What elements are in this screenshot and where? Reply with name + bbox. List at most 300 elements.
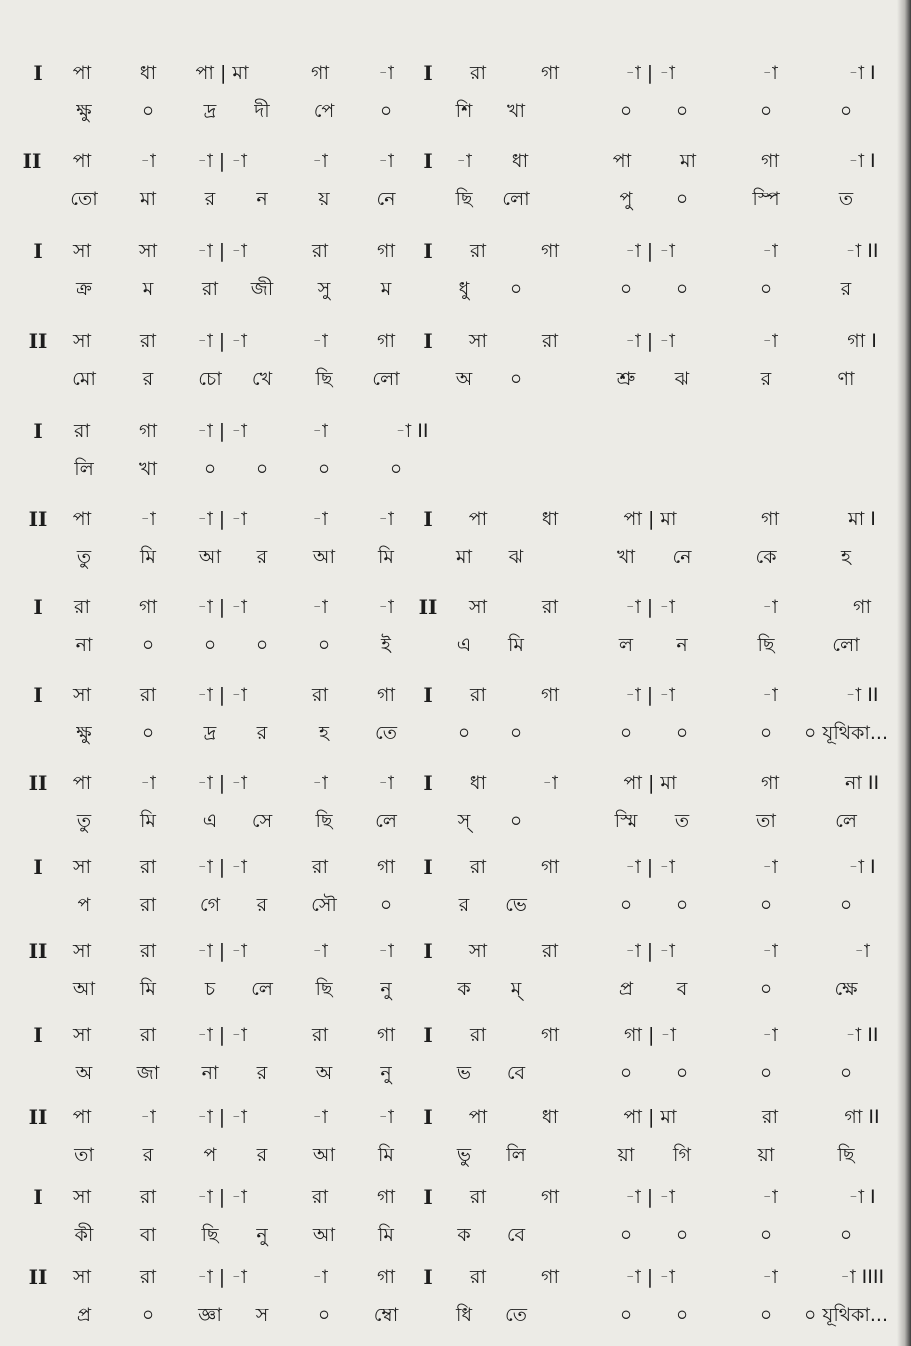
swara-note: -া | -া [197,508,247,530]
lyric-syllable: ল [618,634,634,656]
swara-note: -া II [845,240,879,262]
lyric-syllable: অ [75,1062,93,1084]
swara-note: সা [72,240,92,262]
lyric-syllable: মো [72,368,96,390]
lyric-syllable: ০ [839,1062,853,1084]
swara-note: -া [378,62,394,84]
lyric-syllable: শ্রু [616,368,636,390]
lyric-syllable: লে [835,810,857,832]
swara-note: রা [140,940,156,962]
lyric-syllable: ব [676,978,688,1000]
swara-note: পা | মা [195,62,249,84]
swara-note: গা [761,772,779,794]
lyric-syllable: ০ [619,894,633,916]
lyric-syllable: র [256,1062,268,1084]
swara-note: সা [138,240,158,262]
swara-note: -া [312,508,328,530]
swara-note: -া | -া [197,1106,247,1128]
lyric-syllable: সে [251,810,273,832]
lyric-syllable: অ [315,1062,333,1084]
swara-note: -া [378,596,394,618]
swara-note: -া [312,772,328,794]
lyric-syllable: মি [378,1144,394,1166]
swara-note: I [33,855,43,879]
swara-note: গা [311,62,329,84]
swara-note: পা | মা [623,508,677,530]
lyric-syllable: ০ [203,634,217,656]
lyric-syllable: নে [376,188,396,210]
swara-note: সা [72,940,92,962]
swara-note: -া [312,1266,328,1288]
swara-note: -া | -া [197,420,247,442]
swara-note: রা [312,1186,328,1208]
lyric-syllable: মা [455,546,473,568]
swara-note: I [423,149,433,173]
swara-note: গা [377,1024,395,1046]
lyric-syllable: লি [74,458,94,480]
lyric-syllable: য়া [617,1144,635,1166]
lyric-syllable: ০ [759,100,773,122]
swara-note: -া [378,940,394,962]
swara-note: I [33,239,43,263]
swara-note: গা I [847,330,877,352]
swara-note: গা [139,420,157,442]
swara-note: -া [378,772,394,794]
lyric-syllable: ঝ [674,368,690,390]
page-edge-shadow [897,0,911,1346]
lyric-syllable: তু [76,546,92,568]
lyric-syllable: ০ [457,722,471,744]
lyric-syllable: ০ [509,368,523,390]
lyric-syllable: ০ [255,634,269,656]
lyric-syllable: ছি [315,810,333,832]
lyric-syllable: আ [312,1144,336,1166]
swara-note: -া | -া [625,856,675,878]
lyric-syllable: র [760,368,772,390]
lyric-syllable: ম [380,278,392,300]
swara-note: রা [312,1024,328,1046]
swara-note: II [28,507,48,531]
lyric-syllable: মি [140,978,156,1000]
lyric-syllable: স্মি [614,810,638,832]
swara-note: -া | -া [197,1186,247,1208]
lyric-syllable: ০ [759,1304,773,1326]
lyric-syllable: হ [319,722,329,744]
lyric-syllable: ০ [141,722,155,744]
lyric-syllable: ০ [141,100,155,122]
swara-note: I [33,683,43,707]
swara-note: II [418,595,438,619]
swara-note: I [423,683,433,707]
lyric-syllable: ক [457,1224,471,1246]
swara-note: ধা [511,150,529,172]
swara-note: রা [470,1266,486,1288]
swara-note: গা [853,596,871,618]
lyric-syllable: ০ [619,722,633,744]
notation-row [0,595,900,656]
lyric-syllable: ন [676,634,688,656]
lyric-syllable: মা [139,188,157,210]
swara-note: রা [470,684,486,706]
lyric-syllable: ০ [619,1062,633,1084]
swara-note: গা [139,596,157,618]
swara-note: -া | -া [197,1266,247,1288]
lyric-syllable: প্র [618,978,634,1000]
lyric-syllable: মি [378,546,394,568]
swara-note: -া [762,62,778,84]
lyric-syllable: র [204,188,216,210]
swara-note: -া | -া [197,1024,247,1046]
lyric-syllable: ০ [379,100,393,122]
swara-note: গা [377,1186,395,1208]
swara-note: -া I [848,1186,876,1208]
swara-note: -া [542,772,558,794]
swara-note: সা [72,684,92,706]
swara-note: রা [470,1186,486,1208]
swara-note: ধা [469,772,487,794]
swara-note: -া [378,1106,394,1128]
lyric-syllable: ০ [255,458,269,480]
swara-note: -া | -া [197,150,247,172]
lyric-syllable: কী [74,1224,94,1246]
lyric-syllable: তে [505,1304,527,1326]
lyric-syllable: ০ [619,100,633,122]
lyric-syllable: র [256,1144,268,1166]
lyric-syllable: লি [506,1144,526,1166]
lyric-syllable: ক্ষু [76,100,92,122]
notation-row [0,239,900,300]
swara-note: গা [377,240,395,262]
lyric-syllable: ০ যূথিকা... [804,1304,888,1326]
swara-note: -া | -া [197,940,247,962]
lyric-syllable: রা [140,894,156,916]
lyric-syllable: মি [378,1224,394,1246]
swara-note: ধা [541,508,559,530]
lyric-syllable: ০ [759,978,773,1000]
lyric-syllable: ০ [759,1224,773,1246]
swara-note: I [423,61,433,85]
swara-note: I [33,595,43,619]
lyric-syllable: নু [380,1062,392,1084]
lyric-syllable: ণা [837,368,855,390]
swara-note: রা [140,1266,156,1288]
lyric-syllable: ০ [675,1304,689,1326]
swara-note: -া | -া [625,62,675,84]
lyric-syllable: এ [202,810,218,832]
notation-row [0,855,900,916]
swara-note: সা [72,856,92,878]
swara-note: সা [72,1186,92,1208]
lyric-syllable: ০ [759,894,773,916]
lyric-syllable: সৌ [311,894,337,916]
swara-note: গা [541,240,559,262]
swara-note: -া [762,940,778,962]
lyric-syllable: ০ [317,634,331,656]
lyric-syllable: ০ [619,1224,633,1246]
swara-note: II [28,939,48,963]
lyric-syllable: পে [313,100,335,122]
swara-note: পা [72,772,92,794]
swara-note: গা [761,150,779,172]
swara-note: -া [762,1186,778,1208]
swara-note: -া I [848,856,876,878]
swara-note: -া II [845,1024,879,1046]
swara-note: -া [312,596,328,618]
lyric-syllable: ০ [619,1304,633,1326]
swara-note: -া II [395,420,429,442]
lyric-syllable: ই [381,634,391,656]
lyric-syllable: জ্ঞা [198,1304,222,1326]
swara-note: -া | -া [197,772,247,794]
lyric-syllable: ত [838,188,854,210]
lyric-syllable: ক্ষে [834,978,858,1000]
lyric-syllable: ০ [675,278,689,300]
swara-note: গা [541,1024,559,1046]
lyric-syllable: য় [318,188,330,210]
lyric-syllable: আ [312,1224,336,1246]
lyric-syllable: ক্ষু [76,722,92,744]
swara-note: পা [612,150,632,172]
lyric-syllable: ০ [317,458,331,480]
lyric-syllable: ম [142,278,154,300]
swara-note: ধা [139,62,157,84]
notation-row [0,61,900,122]
swara-note: I [423,1265,433,1289]
swara-note: -া | -া [625,1186,675,1208]
lyric-syllable: খে [251,368,273,390]
lyric-syllable: র [840,278,852,300]
swara-note: -া [762,856,778,878]
swara-note: -া I [848,62,876,84]
swara-note: না II [844,772,880,794]
lyric-syllable: ছি [315,978,333,1000]
swara-note: গা [541,62,559,84]
lyric-syllable: ০ [509,278,523,300]
swara-note: -া [762,684,778,706]
lyric-syllable: ০ [675,894,689,916]
lyric-syllable: ০ [675,1062,689,1084]
lyric-syllable: লো [832,634,860,656]
lyric-syllable: র [458,894,470,916]
lyric-syllable: তা [756,810,776,832]
swara-note: পা | মা [623,1106,677,1128]
swara-note: রা [312,240,328,262]
lyric-syllable: অ [455,368,473,390]
lyric-syllable: নে [672,546,692,568]
swara-note: গা [377,684,395,706]
swara-note: I [33,419,43,443]
swara-note: রা [542,596,558,618]
lyric-syllable: তো [70,188,98,210]
swara-note: II [28,1265,48,1289]
swara-note: রা [140,856,156,878]
swara-note: রা [470,1024,486,1046]
lyric-syllable: ০ [839,1224,853,1246]
notation-row [0,939,900,1000]
swara-note: রা [762,1106,778,1128]
notation-row [0,329,900,390]
lyric-syllable: মি [508,634,524,656]
swara-note: রা [140,1024,156,1046]
swara-note: -া II [845,684,879,706]
lyric-syllable: ভে [505,894,527,916]
lyric-syllable: লো [372,368,400,390]
lyric-syllable: খা [139,458,157,480]
lyric-syllable: ম্বো [373,1304,399,1326]
lyric-syllable: র [256,546,268,568]
swara-note: রা [312,684,328,706]
lyric-syllable: বে [506,1062,526,1084]
lyric-syllable: ০ [141,1304,155,1326]
lyric-syllable: র [142,1144,154,1166]
swara-note: সা [72,1024,92,1046]
swara-note: -া | -া [625,330,675,352]
swara-note: -া [378,150,394,172]
swara-note: সা [468,940,488,962]
lyric-syllable: জা [136,1062,160,1084]
lyric-syllable: বা [139,1224,157,1246]
lyric-syllable: ম্ [510,978,522,1000]
lyric-syllable: ০ [759,722,773,744]
lyric-syllable: মি [140,546,156,568]
lyric-syllable: ০ [675,722,689,744]
lyric-syllable: লে [251,978,273,1000]
lyric-syllable: ০ [619,278,633,300]
swara-note: গা | -া [623,1024,677,1046]
swara-note: গা [541,1186,559,1208]
swara-note: রা [542,940,558,962]
lyric-syllable: দ্র [203,100,217,122]
swara-note: পা [72,508,92,530]
swara-note: রা [470,856,486,878]
swara-note: I [423,771,433,795]
lyric-syllable: ধি [455,1304,473,1326]
swara-note: -া I [848,150,876,172]
notation-row [0,1265,900,1326]
lyric-syllable: না [75,634,93,656]
lyric-syllable: ০ [839,100,853,122]
lyric-syllable: ছি [757,634,775,656]
swara-note: I [423,1105,433,1129]
swara-note: -া IIII [839,1266,885,1288]
notation-row [0,149,900,210]
lyric-syllable: খা [507,100,525,122]
swara-note: -া [762,240,778,262]
lyric-syllable: র [142,368,154,390]
notation-row [0,771,900,832]
swara-note: -া | -া [625,1266,675,1288]
swara-note: রা [140,330,156,352]
swara-note: -া | -া [625,940,675,962]
swara-note: -া [762,1266,778,1288]
lyric-syllable: না [201,1062,219,1084]
lyric-syllable: হ [841,546,851,568]
lyric-syllable: ০ [317,1304,331,1326]
lyric-syllable: এ [456,634,472,656]
swara-note: গা [541,684,559,706]
swara-note: -া [762,596,778,618]
notation-row [0,507,900,568]
lyric-syllable: ভু [456,1144,472,1166]
swara-note: I [423,507,433,531]
swara-note: I [423,855,433,879]
lyric-syllable: য়া [757,1144,775,1166]
swara-note: -া [140,150,156,172]
lyric-syllable: ০ [509,810,523,832]
swara-note: গা [377,330,395,352]
lyric-syllable: ০ [675,1224,689,1246]
swara-note: -া [378,508,394,530]
swara-note: গা [761,508,779,530]
swara-note: II [22,149,42,173]
swara-note: -া [456,150,472,172]
swara-note: পা [468,1106,488,1128]
lyric-syllable: কে [755,546,777,568]
lyric-syllable: সু [317,278,331,300]
swara-note: সা [72,330,92,352]
swara-note: I [423,1185,433,1209]
notation-row [0,419,900,480]
lyric-syllable: শি [455,100,473,122]
swara-note: -া [312,940,328,962]
lyric-syllable: নু [380,978,392,1000]
notation-row [0,1023,900,1084]
lyric-syllable: ০ [839,894,853,916]
lyric-syllable: ০ [509,722,523,744]
swara-note: -া [140,508,156,530]
lyric-syllable: ০ [379,894,393,916]
lyric-syllable: তু [76,810,92,832]
lyric-syllable: দী [254,100,270,122]
lyric-syllable: স্পি [752,188,780,210]
notation-row [0,683,900,744]
swara-note: -া [312,420,328,442]
notation-row [0,1105,900,1166]
swara-note: -া | -া [625,240,675,262]
lyric-syllable: লে [375,810,397,832]
lyric-syllable: প্র [76,1304,92,1326]
swara-note: II [28,1105,48,1129]
swara-note: রা [470,240,486,262]
lyric-syllable: ০ [759,1062,773,1084]
lyric-syllable: দ্র [203,722,217,744]
swara-note: -া | -া [197,240,247,262]
lyric-syllable: তা [74,1144,94,1166]
lyric-syllable: পু [619,188,633,210]
lyric-syllable: ছি [201,1224,219,1246]
lyric-syllable: রা [202,278,218,300]
swara-note: -া [312,1106,328,1128]
lyric-syllable: ০ [675,100,689,122]
swara-note: রা [542,330,558,352]
swara-note: II [28,329,48,353]
swara-note: রা [312,856,328,878]
swara-note: I [423,1023,433,1047]
lyric-syllable: বে [506,1224,526,1246]
lyric-syllable: ন [256,188,268,210]
notation-row [0,1185,900,1246]
lyric-syllable: র [256,722,268,744]
swara-note: রা [140,684,156,706]
lyric-syllable: র [256,894,268,916]
swara-note: সা [468,330,488,352]
swara-note: গা [377,856,395,878]
lyric-syllable: চ [204,978,216,1000]
swara-note: রা [470,62,486,84]
lyric-syllable: ত [674,810,690,832]
lyric-syllable: তে [375,722,397,744]
lyric-syllable: প [77,894,91,916]
